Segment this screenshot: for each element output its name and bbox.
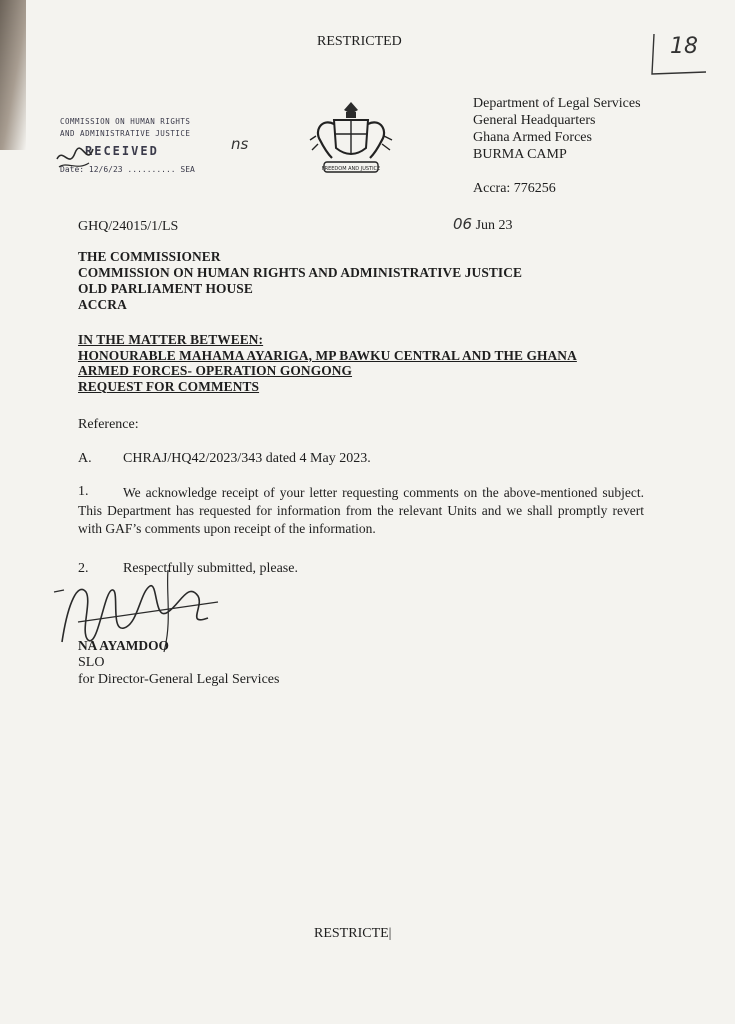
paragraph-1-text: We acknowledge receipt of your letter requesting comments on the above-mentioned subject. This Department has requested for information from the relevant Units and we shall promptly revert with GAF’s comments upon receipt of the information.	[78, 485, 644, 536]
date-month-year: Jun 23	[475, 218, 513, 233]
recipient-line-3: OLD PARLIAMENT HOUSE	[78, 281, 253, 296]
reference-label: Reference:	[78, 417, 139, 432]
stamp-received: RECEIVED	[85, 144, 159, 158]
page-edge-shadow	[0, 0, 26, 150]
subject-line-4: REQUEST FOR COMMENTS	[78, 378, 260, 394]
paragraph-2-number: 2.	[78, 561, 89, 576]
reference-item-text: CHRAJ/HQ42/2023/343 dated 4 May 2023.	[123, 451, 371, 466]
recipient-line-4: ACCRA	[78, 297, 127, 312]
recipient-line-2: COMMISSION ON HUMAN RIGHTS AND ADMINISTRATIVE JUSTICE	[78, 265, 523, 280]
coat-of-arms	[306, 100, 396, 182]
recipient-line-1: THE COMMISSIONER	[78, 249, 221, 264]
received-stamp	[55, 113, 255, 181]
sender-address-line-4: BURMA CAMP	[473, 147, 567, 162]
stamp-date-line: Date: 12/6/23 .......... SEA	[60, 165, 195, 174]
subject-block	[78, 332, 577, 394]
letter-date	[453, 215, 513, 234]
recipient-block	[78, 249, 522, 313]
stamp-handwritten-note: ns	[231, 135, 249, 153]
reference-item-letter: A.	[78, 451, 92, 466]
date-day: 06	[453, 215, 473, 233]
stamp-line-2: AND ADMINISTRATIVE JUSTICE	[60, 129, 191, 138]
crest-motto: FREEDOM AND JUSTICE	[321, 166, 381, 172]
sender-phone: Accra: 776256	[473, 181, 556, 196]
signatory-rank: SLO	[78, 655, 105, 670]
page-number-box	[646, 28, 710, 80]
paragraph-1-number: 1.	[78, 484, 89, 499]
page-number: 18	[670, 34, 698, 59]
sender-address-line-2: General Headquarters	[473, 113, 596, 128]
reference-number: GHQ/24015/1/LS	[78, 219, 179, 234]
signatory-block	[78, 637, 279, 688]
coat-of-arms-icon	[306, 100, 396, 182]
subject-line-2: HONOURABLE MAHAMA AYARIGA, MP BAWKU CENTRAL AND THE GHANA	[78, 347, 577, 363]
stamp-scribble-icon	[55, 141, 95, 175]
sender-address-line-1: Department of Legal Services	[473, 96, 641, 111]
signatory-title: for Director-General Legal Services	[78, 672, 280, 687]
stamp-line-1: COMMISSION ON HUMAN RIGHTS	[60, 117, 191, 126]
subject-line-1: IN THE MATTER BETWEEN:	[78, 332, 264, 347]
classification-top: RESTRICTED	[317, 34, 402, 49]
signatory-name: NA AYAMDOO	[78, 638, 169, 653]
classification-bottom: RESTRICTE|	[314, 926, 392, 941]
paragraph-2-text: Respectfully submitted, please.	[123, 561, 298, 576]
subject-line-3: ARMED FORCES- OPERATION GONGONG	[78, 363, 353, 378]
sender-address	[473, 95, 641, 197]
sender-address-line-3: Ghana Armed Forces	[473, 130, 592, 145]
